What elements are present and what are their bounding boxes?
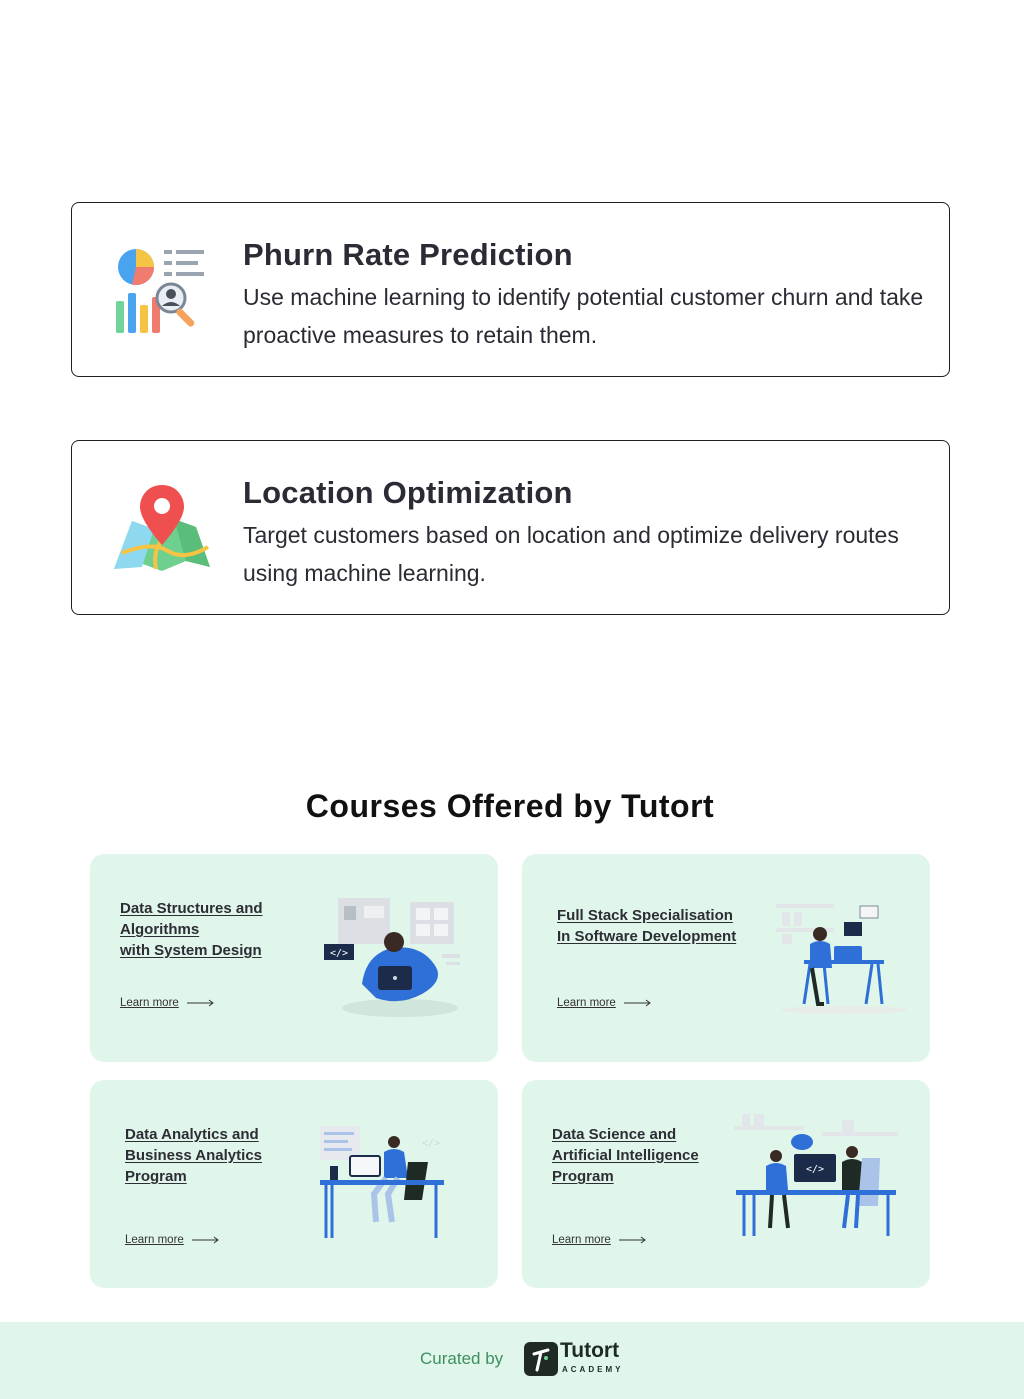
developer-laptop-illustration [322, 894, 472, 1018]
map-pin-icon [112, 481, 212, 581]
courses-section-title: Courses Offered by Tutort [305, 788, 715, 824]
svg-text:</>: </> [805, 1164, 825, 1175]
learn-more-link[interactable]: Learn more [552, 1234, 647, 1246]
course-title[interactable]: Data Structures and Algorithms with System Design [120, 900, 263, 959]
feature-description: Target customers based on location and optimize delivery routes using machine learning. [243, 522, 899, 586]
arrow-right-icon [192, 1236, 220, 1244]
brand-subtitle: ACADEMY [562, 1365, 624, 1374]
developer-desk-illustration [774, 898, 912, 1018]
arrow-right-icon [619, 1236, 647, 1244]
learn-more-link[interactable]: Learn more [557, 997, 652, 1009]
learn-more-link[interactable]: Learn more [125, 1234, 220, 1246]
footer [0, 1322, 1024, 1399]
course-card-analytics[interactable] [90, 1080, 498, 1288]
brand-name: Tutort [560, 1339, 620, 1362]
feature-title: Phurn Rate Prediction [243, 237, 573, 272]
svg-text:</>: </> [422, 1138, 441, 1149]
course-card-dsa[interactable] [90, 854, 498, 1062]
course-title[interactable]: Full Stack Specialisation In Software Development [557, 907, 737, 945]
feature-description: Use machine learning to identify potential customer churn and take proactive measures to retain them. [243, 284, 924, 348]
team-coding-illustration [732, 1110, 902, 1242]
chart-analysis-icon [112, 243, 212, 343]
curated-by-label: Curated by [420, 1349, 504, 1368]
feature-card-location [71, 440, 950, 615]
course-card-datascience[interactable] [522, 1080, 930, 1288]
feature-card-churn [71, 202, 950, 377]
course-card-fullstack[interactable] [522, 854, 930, 1062]
course-title[interactable]: Data Science and Artificial Intelligence Program [552, 1126, 699, 1185]
analyst-desk-illustration [318, 1122, 450, 1244]
svg-text:</>: </> [329, 948, 349, 959]
feature-title: Location Optimization [243, 475, 573, 510]
learn-more-link[interactable]: Learn more [120, 997, 215, 1009]
arrow-right-icon [187, 999, 215, 1007]
tutort-logo-icon [524, 1342, 558, 1376]
arrow-right-icon [624, 999, 652, 1007]
course-title[interactable]: Data Analytics and Business Analytics Program [125, 1126, 262, 1185]
